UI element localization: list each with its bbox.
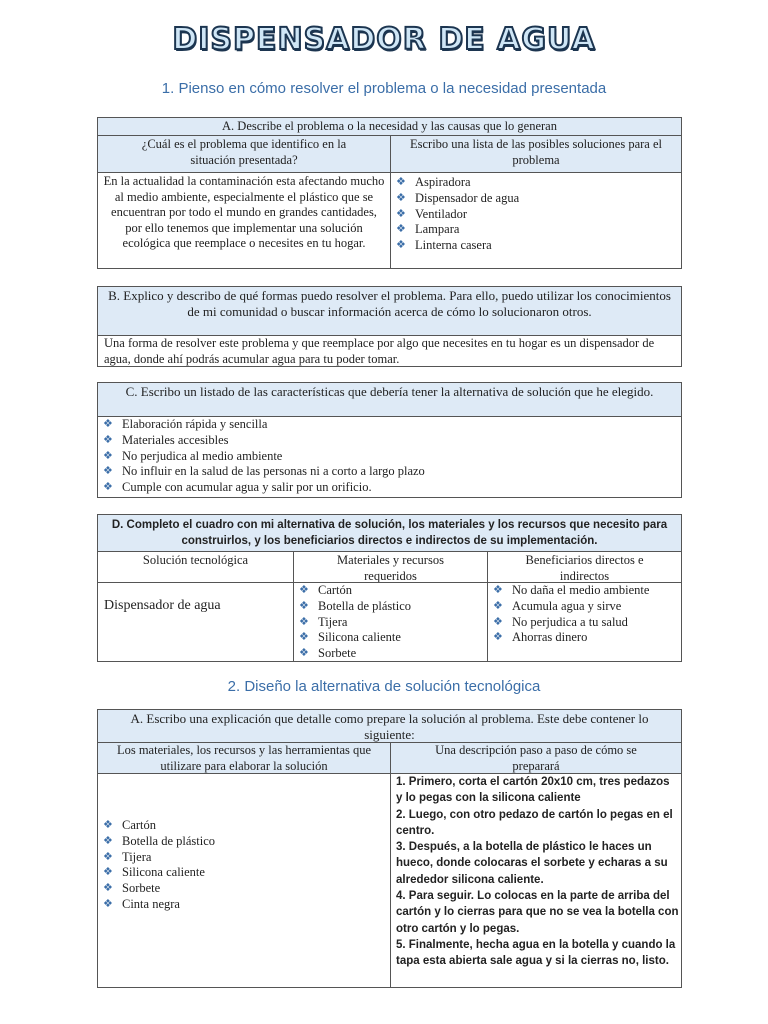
diamond-bullet-icon: ❖: [103, 465, 113, 478]
diamond-bullet-icon: ❖: [299, 584, 309, 596]
step-item: 1. Primero, corta el cartón 20x10 cm, tres pedazos y lo pegas con la silicona caliente: [396, 776, 670, 805]
table-d-header: D. Completo el cuadro con mi alternativa de solución, los materiales y los recursos que necesito para construirlos, y los beneficiarios directos e indirectos de su implementación.: [98, 515, 681, 551]
diamond-bullet-icon: ❖: [103, 897, 113, 910]
list-item: ❖ Linterna casera: [396, 238, 492, 253]
list-item: ❖ Ventilador: [396, 206, 468, 221]
list-item: ❖ Tijera: [299, 614, 348, 629]
list-item: ❖ Dispensador de agua: [396, 190, 520, 205]
list-item: ❖ No perjudica al medio ambiente: [103, 448, 283, 463]
list-item: ❖ Acumula agua y sirve: [493, 598, 622, 613]
list-item: ❖ Elaboración rápida y sencilla: [103, 417, 268, 431]
step-item: 3. Después, a la botella de plástico le haces un hueco, donde colocaras el sorbete y echaras a su alrededor silicona caliente.: [396, 841, 668, 886]
list-item: ❖ Cumple con acumular agua y salir por un orificio.: [103, 480, 372, 495]
list-item: ❖ Cartón: [299, 583, 353, 597]
list-item: ❖ Sorbete: [103, 881, 161, 896]
materials-list: [294, 583, 487, 662]
table-c: [97, 382, 682, 498]
list-item: ❖ Ahorras dinero: [493, 630, 588, 645]
table-a-col1-header: ¿Cuál es el problema que identifico en la situación presentada?: [98, 136, 390, 172]
list-item: ❖ Cinta negra: [103, 896, 180, 911]
diamond-bullet-icon: ❖: [103, 834, 113, 847]
section1-heading: 1. Pienso en cómo resolver el problema o la necesidad presentada: [161, 80, 607, 97]
diamond-bullet-icon: ❖: [396, 223, 406, 236]
table-d-solution: Dispensador de agua: [104, 598, 221, 613]
list-item: ❖ Botella de plástico: [299, 598, 412, 613]
step-item: 2. Luego, con otro pedazo de cartón lo pegas en el centro.: [396, 808, 673, 837]
section2-heading: 2. Diseño la alternativa de solución tecnológica: [227, 678, 541, 695]
diamond-bullet-icon: ❖: [299, 615, 309, 628]
table-a-col2-header: Escribo una lista de las posibles soluciones para el problema: [391, 136, 681, 172]
table-a: [97, 117, 682, 269]
diamond-bullet-icon: ❖: [103, 882, 113, 895]
diamond-bullet-icon: ❖: [396, 239, 406, 252]
step-item: 5. Finalmente, hecha agua en la botella y cuando la tapa esta abierta sale agua y si la cierras no, listo.: [396, 938, 676, 968]
design-materials-list: [98, 818, 390, 913]
diamond-bullet-icon: ❖: [103, 819, 113, 831]
diamond-bullet-icon: ❖: [493, 631, 503, 644]
step-item: 4. Para seguir. Lo colocas en la parte de arriba del cartón y lo cierras para que no se vea la botella con otro cartón y lo pegas.: [396, 890, 679, 935]
list-item: ❖ Lampara: [396, 222, 460, 237]
list-item: ❖ Tijera: [103, 849, 152, 864]
page-title: DISPENSADOR DE AGUA: [172, 22, 596, 57]
table-a-problem-text: En la actualidad la contaminación esta afectando mucho al medio ambiente, especialmente el plástico que se encuentran por todo el mundo en grandes cantidades, por ello tenemos que implementar una solución ecológica que reemplace o necesites en tu hogar.: [103, 174, 385, 250]
list-item: ❖ No perjudica a tu salud: [493, 614, 628, 629]
table-2a-col2-header: Una descripción paso a paso de cómo se preparará: [391, 743, 681, 773]
diamond-bullet-icon: ❖: [493, 615, 503, 628]
diamond-bullet-icon: ❖: [396, 207, 406, 220]
table-b-text: Una forma de resolver este problema y que reemplace por algo que necesites en tu hogar es un dispensador de agua, donde ahí podrás acumular agua para tu poder tomar.: [104, 336, 655, 366]
diamond-bullet-icon: ❖: [103, 850, 113, 863]
diamond-bullet-icon: ❖: [103, 481, 113, 494]
table-2a-col1-header: Los materiales, los recursos y las herramientas que utilizare para elaborar la solución: [98, 743, 390, 773]
table-d-col3-header: Beneficiarios directos e indirectos: [525, 553, 644, 583]
steps-list: [396, 774, 679, 970]
list-item: ❖ Materiales accesibles: [103, 432, 229, 447]
diamond-bullet-icon: ❖: [103, 433, 113, 446]
list-item: ❖ Silicona caliente: [299, 630, 401, 645]
list-item: ❖ No daña el medio ambiente: [493, 583, 650, 597]
list-item: ❖ Silicona caliente: [103, 865, 205, 880]
list-item: ❖ Sorbete: [299, 646, 357, 661]
diamond-bullet-icon: ❖: [396, 176, 406, 188]
table-2a-header: A. Escribo una explicación que detalle como prepare la solución al problema. Este debe contener lo siguiente:: [98, 710, 681, 742]
characteristics-list: [98, 417, 681, 496]
diamond-bullet-icon: ❖: [493, 599, 503, 612]
list-item: ❖ Botella de plástico: [103, 833, 216, 848]
table-b: [97, 286, 682, 367]
table-c-header: C. Escribo un listado de las características que debería tener la alternativa de solución que he elegido.: [98, 383, 681, 416]
diamond-bullet-icon: ❖: [299, 631, 309, 644]
beneficiaries-list: [488, 583, 681, 646]
list-item: ❖ No influir en la salud de las personas ni a corto a largo plazo: [103, 464, 425, 479]
table-d-col2-header: Materiales y recursos requeridos: [337, 553, 444, 583]
table-d: [97, 514, 682, 662]
table-2a: [97, 709, 682, 988]
diamond-bullet-icon: ❖: [103, 866, 113, 879]
table-b-header: B. Explico y describo de qué formas puedo resolver el problema. Para ello, puedo utilizar los conocimientos de mi comunidad o buscar información acerca de cómo lo solucionaron otros.: [98, 287, 681, 335]
list-item: ❖ Aspiradora: [396, 175, 471, 189]
diamond-bullet-icon: ❖: [299, 647, 309, 660]
list-item: ❖ Cartón: [103, 818, 157, 832]
table-a-header: A. Describe el problema o la necesidad y las causas que lo generan: [98, 118, 681, 135]
table-d-col1-header: Solución tecnológica: [142, 553, 249, 567]
diamond-bullet-icon: ❖: [299, 599, 309, 612]
diamond-bullet-icon: ❖: [396, 191, 406, 204]
solutions-list: [391, 175, 681, 254]
diamond-bullet-icon: ❖: [493, 584, 503, 596]
diamond-bullet-icon: ❖: [103, 418, 113, 430]
diamond-bullet-icon: ❖: [103, 449, 113, 462]
